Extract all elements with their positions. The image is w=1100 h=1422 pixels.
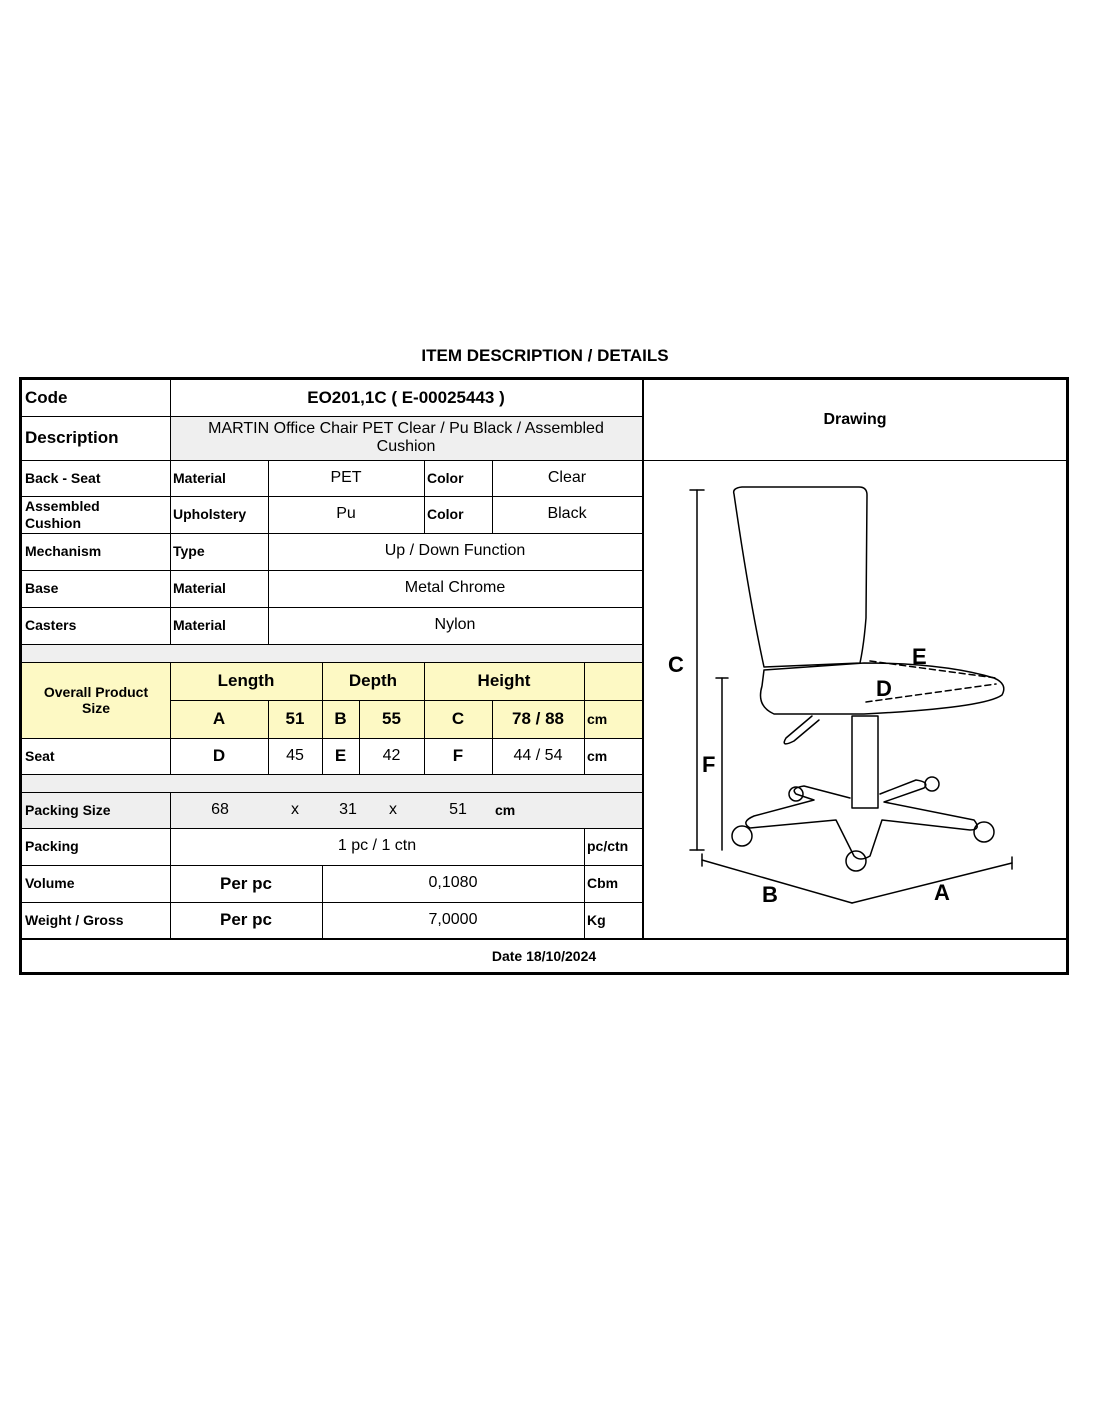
weight-per: Per pc (220, 910, 272, 930)
volume-value: 0,1080 (428, 874, 478, 892)
packing-label: Packing (25, 838, 79, 855)
dim-e-label: E (912, 644, 927, 669)
cushion-upholstery-value: Pu (336, 505, 356, 523)
mechanism-type-value: Up / Down Function (384, 542, 526, 560)
cushion-label: Assembled Cushion (25, 498, 100, 531)
chair-backrest (734, 487, 867, 667)
weight-value: 7,0000 (428, 910, 478, 928)
volume-label: Volume (25, 875, 75, 892)
dim-f-letter: F (452, 746, 464, 766)
caster-front-right (974, 822, 994, 842)
casters-label: Casters (25, 617, 77, 634)
caster-back-right (925, 777, 939, 791)
weight-label: Weight / Gross (25, 911, 124, 928)
base-material-key: Material (173, 580, 226, 597)
dim-c-letter: C (451, 709, 465, 729)
packing-x-1: x (291, 800, 299, 818)
dim-e-letter: E (334, 746, 347, 766)
page-title: ITEM DESCRIPTION / DETAILS (421, 346, 669, 365)
overall-size-label: Overall Product Size (43, 683, 149, 716)
overall-unit: cm (587, 710, 608, 727)
volume-per: Per pc (220, 873, 272, 893)
cushion-color-key: Color (427, 506, 464, 523)
back-seat-material-value: PET (330, 468, 362, 486)
dim-e-value: 42 (382, 746, 401, 764)
packing-x-2: x (389, 800, 397, 818)
dim-a-letter: A (212, 709, 226, 729)
back-seat-color-key: Color (427, 469, 464, 486)
casters-material-key: Material (173, 617, 226, 634)
dim-d-letter: D (212, 746, 226, 766)
dim-c-label: C (668, 652, 684, 677)
chair-lever (784, 716, 819, 744)
packing-unit: pc/ctn (587, 838, 629, 855)
drawing-label: Drawing (823, 410, 887, 428)
volume-unit: Cbm (587, 875, 619, 892)
height-header: Height (477, 671, 531, 691)
packing-size-label: Packing Size (25, 801, 111, 818)
dim-c-value: 78 / 88 (512, 709, 564, 729)
description-label: Description (25, 428, 119, 448)
seat-unit: cm (587, 747, 608, 764)
dim-a-label: A (934, 880, 950, 905)
dim-f-label: F (702, 752, 716, 777)
dim-d-value: 45 (286, 746, 304, 764)
cushion-color-value: Black (547, 505, 587, 523)
cushion-upholstery-key: Upholstery (173, 506, 247, 523)
dim-b-label: B (762, 882, 778, 907)
dim-b-value: 55 (382, 709, 401, 729)
back-seat-material-key: Material (173, 469, 226, 486)
packing-value: 1 pc / 1 ctn (337, 837, 417, 855)
chair-base (746, 780, 977, 859)
mechanism-label: Mechanism (25, 543, 102, 560)
caster-front-center (846, 851, 866, 871)
base-label: Base (25, 580, 59, 597)
depth-header: Depth (348, 671, 398, 691)
spacer-shade-2 (22, 774, 642, 792)
code-value: EO201,1C ( E-00025443 ) (307, 388, 505, 408)
chair-drawing (644, 458, 1026, 916)
spacer-shade-1 (22, 644, 642, 662)
dim-a-line (852, 863, 1012, 903)
weight-unit: Kg (587, 911, 606, 928)
packing-length: 68 (211, 800, 229, 818)
seat-label: Seat (25, 747, 55, 764)
code-label: Code (25, 388, 68, 408)
caster-front-left (732, 826, 752, 846)
dim-f-value: 44 / 54 (513, 746, 563, 764)
casters-material-value: Nylon (434, 616, 476, 634)
dim-b-letter: B (334, 709, 347, 729)
dim-d-label: D (876, 676, 892, 701)
dim-a-value: 51 (285, 709, 305, 729)
packing-height: 51 (449, 800, 467, 818)
back-seat-color-value: Clear (547, 468, 587, 486)
back-seat-label: Back - Seat (25, 469, 101, 486)
length-header: Length (217, 671, 275, 691)
packing-width: 31 (339, 800, 357, 818)
chair-gas-lift (852, 716, 878, 808)
mechanism-type-key: Type (173, 543, 205, 560)
description-value: MARTIN Office Chair PET Clear / Pu Black / Assembled Cushion (208, 419, 604, 455)
base-material-value: Metal Chrome (404, 579, 506, 597)
date-footer: Date 18/10/2024 (491, 947, 597, 964)
packing-size-unit: cm (495, 801, 516, 818)
